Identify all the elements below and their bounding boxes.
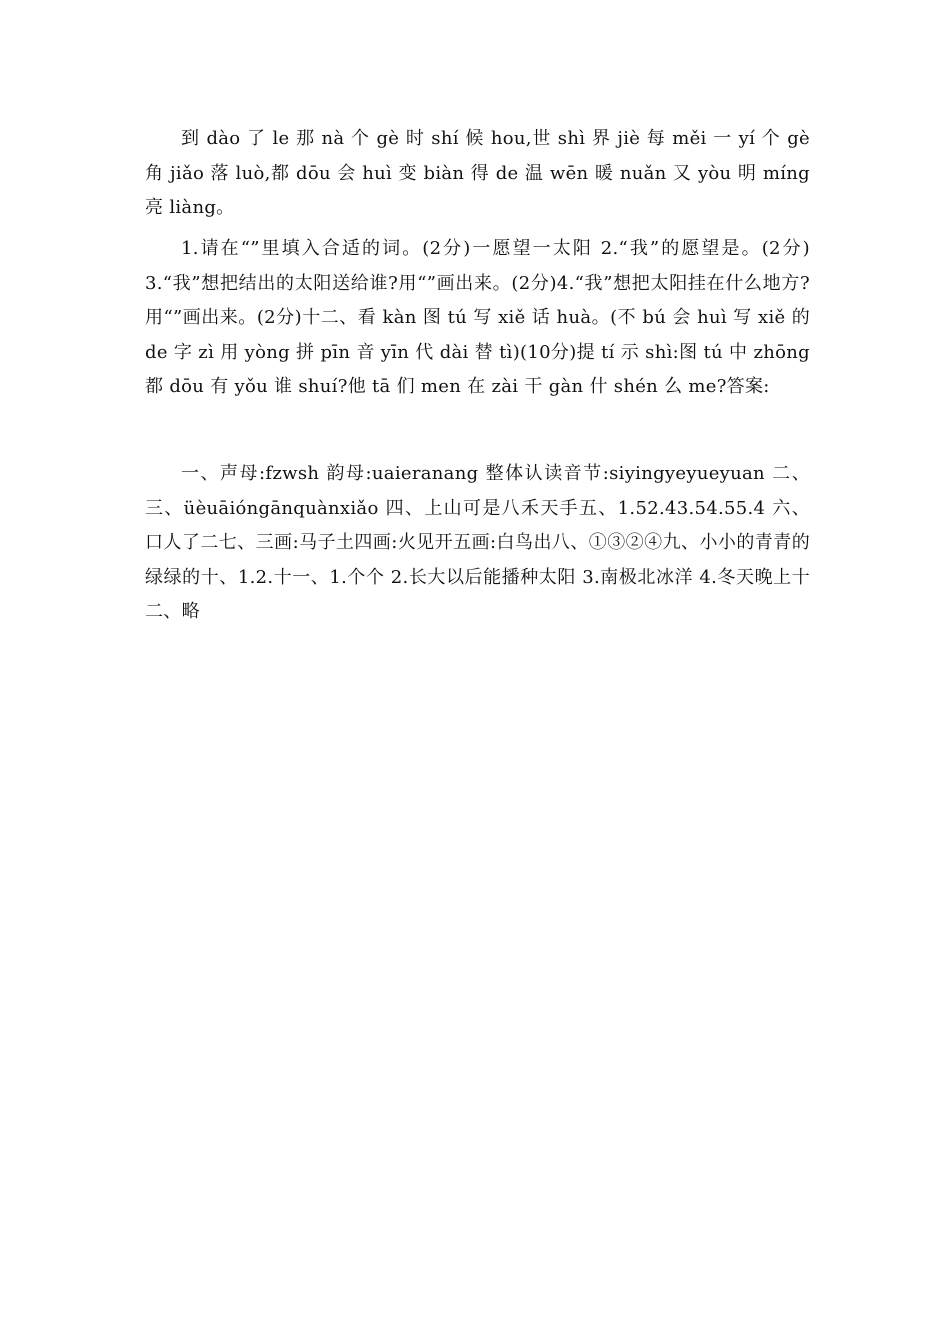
story-paragraph: 到 dào 了 le 那 nà 个 gè 时 shí 候 hou,世 shì 界 jiè 每 měi 一 yí 个 gè 角 jiǎo 落 luò,都 dōu 会 huì 变 biàn 得 de 温 wēn 暖 nuǎn 又 yòu 明 míng 亮 liàng。 xyxy=(145,128,810,218)
answers-paragraph: 一、声母:fzwsh 韵母:uaieranang 整体认读音节:siyingyeyueyuan 二、三、üèuāióngānquànxiǎo 四、上山可是八禾天手五、1.52.43.54.55.4 六、口人了二七、三画:马子土四画:火见开五画:白鸟出八、①③②④九、小小的青青的绿绿的十、1.2.十一、1.个个 2.长大以后能播种太阳 3.南极北冰洋 4.冬天晚上十二、略 xyxy=(145,463,810,622)
questions-paragraph: 1.请在“”里填入合适的词。(2分)一愿望一太阳 2.“我”的愿望是。(2分)3.“我”想把结出的太阳送给谁?用“”画出来。(2分)4.“我”想把太阳挂在什么地方?用“”画出来。(2分)十二、看 kàn 图 tú 写 xiě 话 huà。(不 bú 会 huì 写 xiě 的 de 字 zì 用 yòng 拼 pīn 音 yīn 代 dài 替 tì)(10分)提 tí 示 shì:图 tú 中 zhōng 都 dōu 有 yǒu 谁 shuí?他 tā 们 men 在 zài 干 gàn 什 shén 么 me?答案: xyxy=(145,238,810,397)
